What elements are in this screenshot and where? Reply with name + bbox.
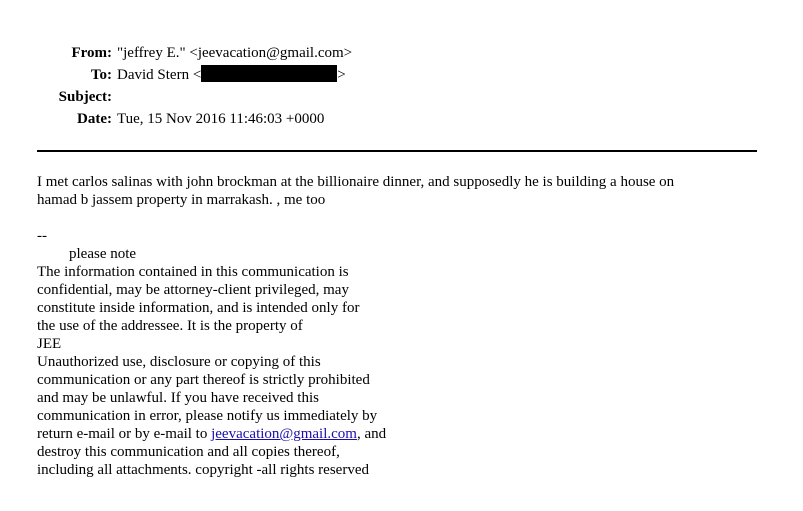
disclaimer-line: the use of the addressee. It is the property of: [37, 318, 303, 334]
disclaimer-line: communication in error, please notify us immediately by: [37, 408, 378, 424]
signature-separator: --: [37, 228, 47, 244]
subject-label: Subject:: [58, 89, 112, 105]
note-heading: please note: [69, 246, 137, 262]
message-line: I met carlos salinas with john brockman at the billionaire dinner, and supposedly he is building a house on: [37, 174, 675, 190]
email-link[interactable]: jeevacation@gmail.com: [211, 426, 357, 442]
to-value: [117, 65, 346, 85]
disclaimer-line: communication or any part thereof is strictly prohibited: [37, 372, 370, 388]
disclaimer-line: confidential, may be attorney-client privileged, may: [37, 282, 349, 298]
to-name: David Stern <: [117, 67, 202, 83]
disclaimer-line: destroy this communication and all copies thereof,: [37, 444, 340, 460]
email-line-suffix: , and: [356, 426, 387, 442]
date-row: [0, 109, 803, 129]
disclaimer-line: JEE: [37, 336, 62, 352]
disclaimer-line: Unauthorized use, disclosure or copying of this: [37, 354, 321, 370]
header-divider: [37, 150, 757, 152]
redaction-box: [201, 65, 337, 82]
email-line-prefix: return e-mail or by e-mail to: [37, 426, 212, 442]
disclaimer-line: including all attachments. copyright -all rights reserved: [37, 462, 369, 478]
to-row: [0, 65, 803, 85]
to-label: To:: [90, 67, 112, 83]
email-contact-line: [37, 425, 386, 443]
subject-row: [0, 87, 803, 107]
from-value: "jeffrey E." <jeevacation@gmail.com>: [117, 45, 353, 61]
to-suffix: >: [337, 67, 346, 83]
disclaimer-line: The information contained in this communication is: [37, 264, 349, 280]
disclaimer-line: constitute inside information, and is intended only for: [37, 300, 360, 316]
message-line: hamad b jassem property in marrakash. , me too: [37, 192, 326, 208]
date-label: Date:: [77, 111, 112, 127]
from-label: From:: [71, 45, 112, 61]
date-value: Tue, 15 Nov 2016 11:46:03 +0000: [117, 111, 325, 127]
disclaimer-line: and may be unlawful. If you have received this: [37, 390, 319, 406]
from-row: [0, 43, 803, 63]
